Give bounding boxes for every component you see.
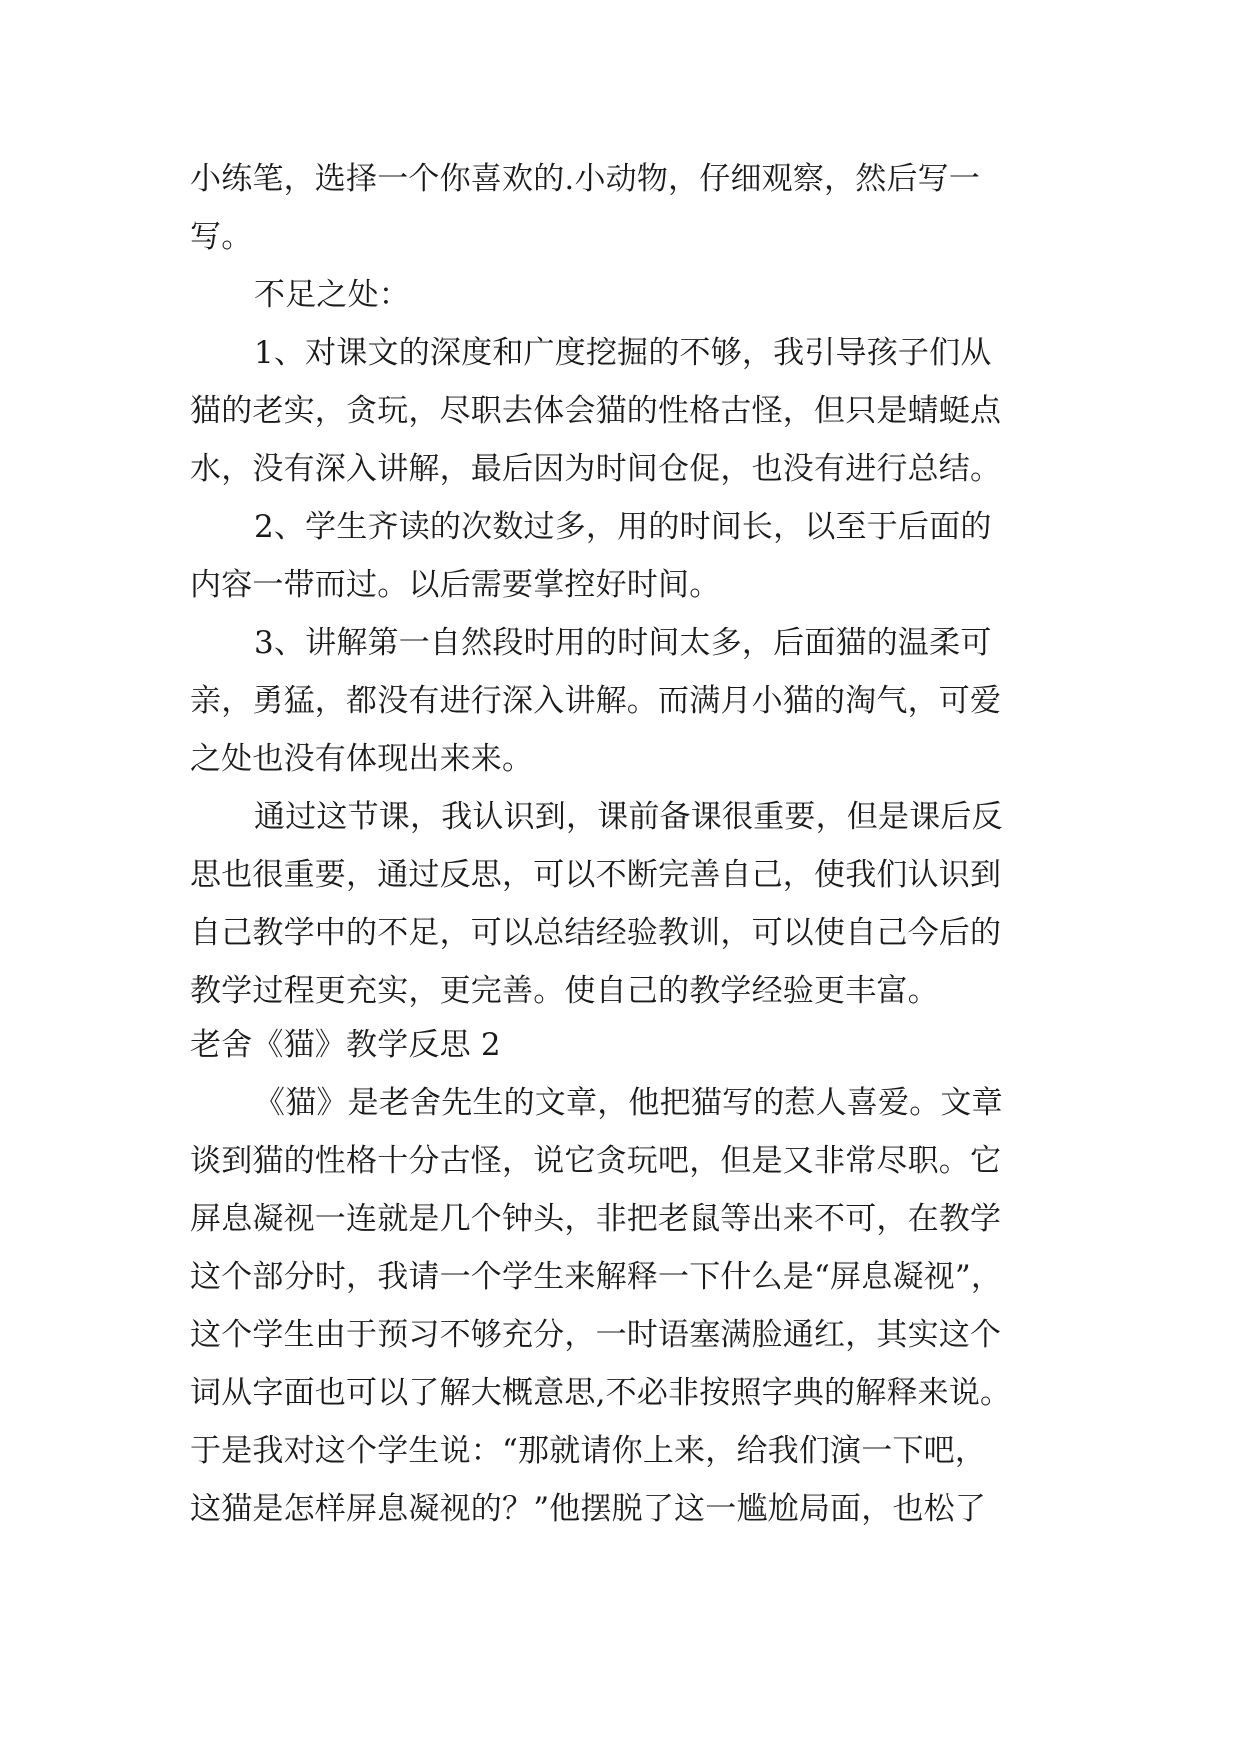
text-line: 自己教学中的不足，可以总结经验教训，可以使自己今后的	[190, 915, 1002, 951]
text-line: 水，没有深入讲解，最后因为时间仓促，也没有进行总结。	[190, 451, 1002, 487]
text-line: 不足之处：	[254, 277, 410, 313]
text-line: 1、对课文的深度和广度挖掘的不够，我引导孩子们从	[254, 335, 992, 371]
paragraph	[190, 324, 1060, 498]
paragraph	[190, 498, 1060, 614]
text-line: 于是我对这个学生说：“那就请你上来，给我们演一下吧，	[190, 1433, 987, 1469]
text-line: 猫的老实，贪玩，尽职去体会猫的性格古怪，但只是蜻蜓点	[190, 393, 1002, 429]
text-line: 《猫》是老舍先生的文章，他把猫写的惹人喜爱。文章	[254, 1085, 1003, 1121]
text-line: 之处也没有体现出来来。	[190, 741, 534, 777]
text-line: 这猫是怎样屏息凝视的？”他摆脱了这一尴尬局面，也松了	[190, 1491, 987, 1527]
document-body	[190, 150, 1060, 1538]
text-line: 通过这节课，我认识到，课前备课很重要，但是课后反	[254, 799, 1003, 835]
text-line: 2、学生齐读的次数过多，用的时间长，以至于后面的	[254, 509, 992, 545]
text-line: 这个部分时，我请一个学生来解释一下什么是“屏息凝视”，	[190, 1259, 1003, 1295]
paragraph	[190, 150, 1060, 266]
text-line: 内容一带而过。以后需要掌控好时间。	[190, 567, 721, 603]
paragraph	[190, 788, 1060, 1020]
text-line: 思也很重要，通过反思，可以不断完善自己，使我们认识到	[190, 857, 1002, 893]
text-line: 屏息凝视一连就是几个钟头，非把老鼠等出来不可，在教学	[190, 1201, 1002, 1237]
section-title: 老舍《猫》教学反思 2	[190, 1027, 501, 1063]
text-line: 谈到猫的性格十分古怪，说它贪玩吧，但是又非常尽职。它	[190, 1143, 1002, 1179]
paragraph	[190, 266, 1060, 324]
text-line: 教学过程更充实，更完善。使自己的教学经验更丰富。	[190, 973, 939, 1009]
text-line: 这个学生由于预习不够充分，一时语塞满脸通红，其实这个	[190, 1317, 1002, 1353]
text-line: 写。	[190, 219, 253, 255]
text-line: 3、讲解第一自然段时用的时间太多，后面猫的温柔可	[254, 625, 992, 661]
text-line: 亲，勇猛，都没有进行深入讲解。而满月小猫的淘气，可爱	[190, 683, 1002, 719]
paragraph	[190, 1074, 1060, 1538]
text-line: 小练笔，选择一个你喜欢的.小动物，仔细观察，然后写一	[190, 161, 981, 197]
paragraph	[190, 614, 1060, 788]
text-line: 词从字面也可以了解大概意思,不必非按照字典的解释来说。	[190, 1375, 1012, 1411]
